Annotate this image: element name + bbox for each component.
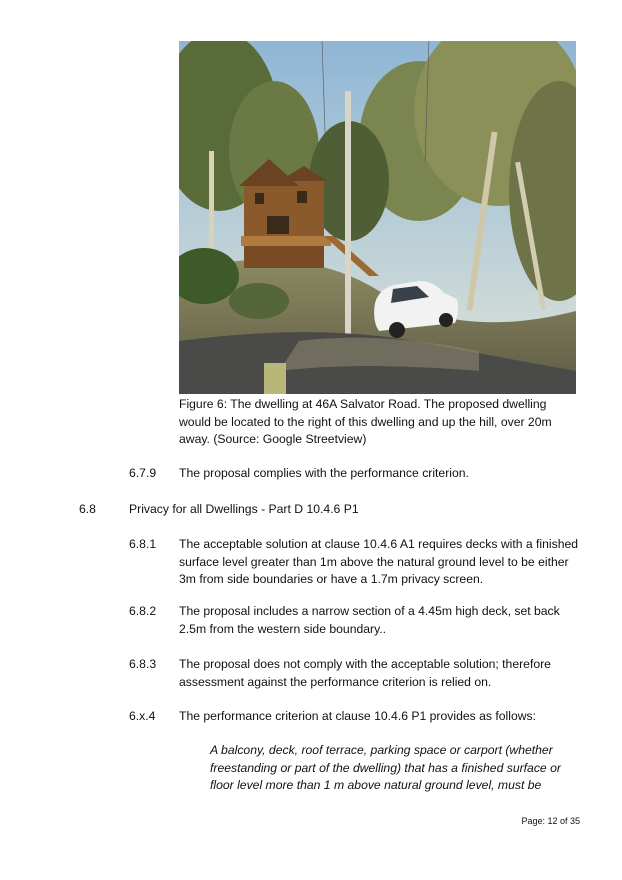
section-number-6-8-2: 6.8.2: [129, 604, 157, 618]
section-text-6-8-2: The proposal includes a narrow section of a 4.45m high deck, set back 2.5m from the western side boundary..: [179, 604, 560, 636]
section-number-6-x-4: 6.x.4: [129, 709, 156, 723]
section-number-6-8-1: 6.8.1: [129, 537, 157, 551]
section-text-6-7-9: The proposal complies with the performance criterion.: [179, 466, 469, 480]
section-text-6-8-3: The proposal does not comply with the acceptable solution; therefore assessment against the performance criterion is relied on.: [179, 657, 551, 689]
figure-caption: Figure 6: The dwelling at 46A Salvator Road. The proposed dwelling would be located to the right of this dwelling and up the hill, over 20m away. (Source: Google Streetview): [179, 397, 552, 446]
section-heading: Privacy for all Dwellings - Part D 10.4.6 P1: [129, 502, 359, 516]
section-heading-number: 6.8: [79, 502, 96, 516]
section-number-6-7-9: 6.7.9: [129, 466, 157, 480]
page-number: Page: 12 of 35: [521, 816, 580, 826]
street-view-illustration: [179, 41, 576, 394]
section-number-6-8-3: 6.8.3: [129, 657, 157, 671]
quoted-criterion: A balcony, deck, roof terrace, parking space or carport (whether freestanding or part of the dwelling) that has a finished surface or floor level more than 1 m above natural ground level, must be: [210, 743, 561, 792]
section-text-6-x-4: The performance criterion at clause 10.4.6 P1 provides as follows:: [179, 709, 537, 723]
street-view-photo: [179, 41, 576, 394]
section-text-6-8-1: The acceptable solution at clause 10.4.6 A1 requires decks with a finished surface level greater than 1m above the natural ground level to be either 3m from side boundaries or have a 1.7m privacy screen.: [179, 537, 579, 586]
